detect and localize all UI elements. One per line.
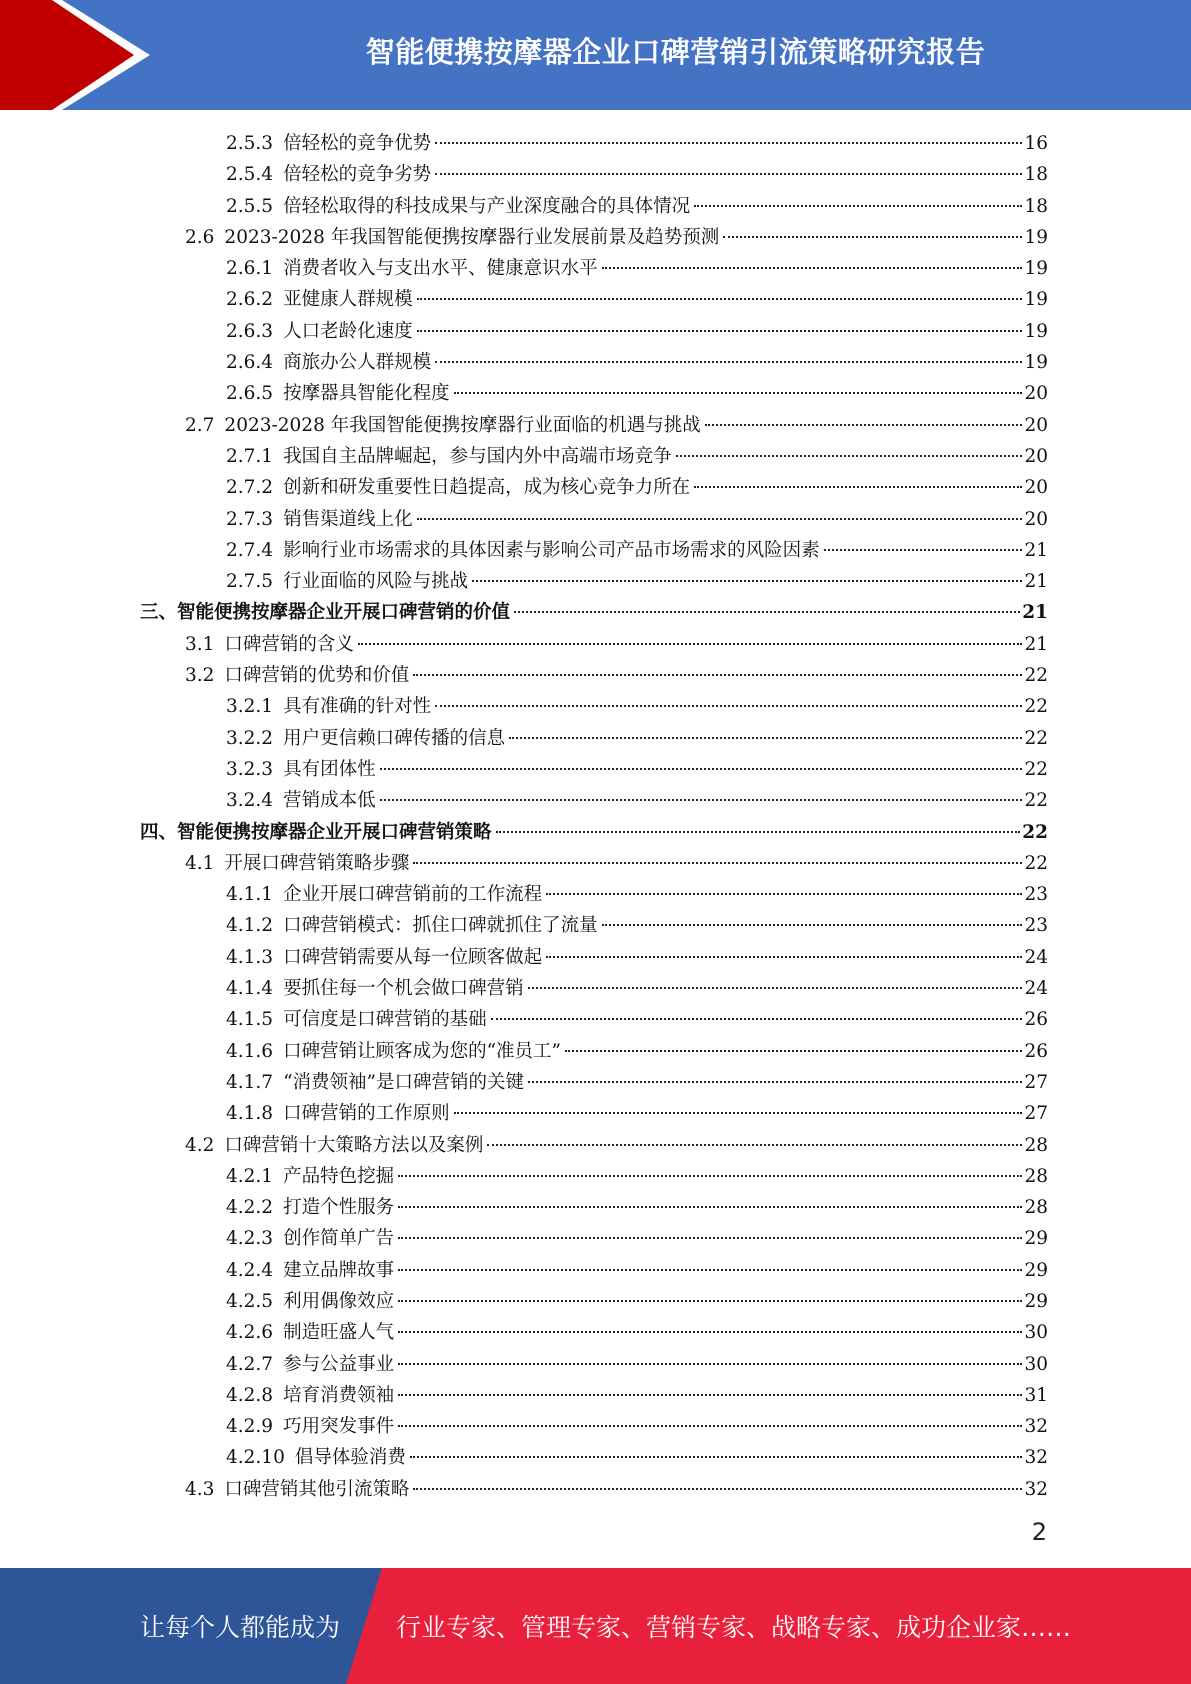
toc-dot-leader [546,956,1022,958]
toc-entry[interactable] [140,1286,1048,1317]
toc-entry[interactable] [140,1349,1048,1380]
toc-entry-number: 4.1.1 [226,884,274,906]
page-footer [0,1568,1191,1684]
toc-entry[interactable] [140,910,1048,941]
toc-entry-number: 2.7.2 [226,477,274,499]
toc-entry-page: 20 [1024,508,1048,530]
toc-entry-number: 4.1.4 [226,978,274,1000]
toc-entry-title: 倍轻松的竞争劣势 [283,164,432,186]
toc-dot-leader [565,1050,1022,1052]
toc-dot-leader [487,1144,1022,1146]
toc-entry-title: 按摩器具智能化程度 [283,383,450,405]
toc-dot-leader [435,142,1022,144]
toc-entry-number: 2.6.2 [226,289,274,311]
toc-entry-number: 2.7.1 [226,445,274,467]
toc-entry[interactable] [140,1004,1048,1035]
toc-dot-leader [528,1081,1022,1083]
toc-entry[interactable] [140,1130,1048,1161]
toc-entry-page: 27 [1024,1071,1048,1093]
toc-entry-number: 4.2.5 [226,1290,274,1312]
toc-entry-page: 29 [1024,1228,1048,1250]
toc-entry-title: 营销成本低 [283,790,376,812]
toc-entry-page: 22 [1024,852,1048,874]
toc-entry-page: 27 [1024,1103,1048,1125]
toc-entry-page: 19 [1024,258,1048,280]
toc-entry[interactable] [140,128,1048,159]
toc-entry-number: 2.6.1 [226,258,274,280]
toc-dot-leader [417,518,1023,520]
toc-entry[interactable] [140,1223,1048,1254]
toc-dot-leader [398,1237,1022,1239]
toc-entry[interactable] [140,472,1048,503]
toc-entry-title: 2023-2028 年我国智能便携按摩器行业发展前景及趋势预测 [224,226,720,248]
toc-entry-title: 口碑营销的含义 [224,633,354,655]
toc-dot-leader [496,831,1021,833]
toc-dot-leader [398,1331,1022,1333]
toc-entry[interactable] [140,191,1048,222]
toc-entry-number: 2.5.3 [226,133,274,154]
toc-entry-title: 我国自主品牌崛起，参与国内外中高端市场竞争 [283,445,672,467]
toc-entry-title: 商旅办公人群规模 [283,352,432,374]
toc-entry-page: 32 [1024,1478,1048,1500]
toc-dot-leader [723,236,1022,238]
toc-entry[interactable] [140,1255,1048,1286]
toc-entry-number: 四、 [140,821,178,843]
toc-entry-number: 4.1.7 [226,1071,274,1093]
toc-dot-leader [602,924,1023,926]
toc-entry-page: 32 [1024,1416,1048,1438]
toc-entry-number: 4.1.3 [226,946,274,968]
toc-entry[interactable] [140,378,1048,409]
toc-entry-page: 20 [1024,414,1048,436]
toc-entry-page: 20 [1024,445,1048,467]
toc-entry-title: 智能便携按摩器企业开展口碑营销的价值 [177,602,511,624]
toc-dot-leader [509,737,1022,739]
toc-entry[interactable] [140,504,1048,535]
toc-entry-title: 利用偶像效应 [283,1290,395,1312]
toc-entry-number: 4.3 [185,1478,215,1500]
toc-dot-leader [435,361,1022,363]
toc-entry-number: 3.2.4 [226,790,274,812]
toc-dot-leader [398,1300,1022,1302]
toc-entry[interactable] [140,723,1048,754]
toc-entry[interactable] [140,441,1048,472]
toc-dot-leader [491,1018,1023,1020]
toc-entry-title: 企业开展口碑营销前的工作流程 [283,884,543,906]
toc-entry-number: 3.2.1 [226,696,274,718]
toc-entry-title: 口碑营销其他引流策略 [224,1478,410,1500]
toc-entry-title: 具有准确的针对性 [283,696,432,718]
toc-dot-leader [413,862,1022,864]
toc-dot-leader [676,455,1023,457]
toc-dot-leader [694,486,1022,488]
toc-dot-leader [358,643,1023,645]
toc-dot-leader [398,1363,1022,1365]
toc-entry-number: 2.7.5 [226,571,274,593]
toc-entry-page: 19 [1024,289,1048,311]
toc-entry-page: 24 [1024,978,1048,1000]
toc-entry-page: 29 [1024,1290,1048,1312]
toc-entry-title: 口碑营销的工作原则 [283,1103,450,1125]
toc-entry-page: 28 [1024,1165,1048,1187]
footer-slogan-right: 行业专家、管理专家、营销专家、战略专家、成功企业家…… [396,1613,1072,1642]
toc-entry-page: 22 [1024,790,1048,812]
toc-entry-number: 2.6.5 [226,383,274,405]
toc-dot-leader [413,674,1022,676]
toc-entry-title: 2023-2028 年我国智能便携按摩器行业面临的机遇与挑战 [224,414,701,436]
toc-entry[interactable] [140,1098,1048,1129]
toc-entry[interactable] [140,629,1048,660]
toc-entry-number: 4.1.5 [226,1009,274,1031]
toc-entry[interactable] [140,660,1048,691]
toc-entry-number: 2.7.3 [226,508,274,530]
toc-entry[interactable] [140,1161,1048,1192]
toc-entry-title: 倍轻松的竞争优势 [283,133,432,154]
toc-entry-number: 4.1 [185,852,215,874]
toc-dot-leader [472,580,1022,582]
toc-entry-page: 30 [1024,1353,1048,1375]
toc-entry-title: 巧用突发事件 [283,1416,395,1438]
toc-entry-number: 2.6.3 [226,320,274,342]
toc-entry-title: 口碑营销模式：抓住口碑就抓住了流量 [283,915,598,937]
toc-entry-title: 可信度是口碑营销的基础 [283,1009,487,1031]
toc-dot-leader [546,893,1022,895]
toc-entry-title: 打造个性服务 [283,1197,395,1219]
toc-entry-title: 亚健康人群规模 [283,289,413,311]
footer-slogan-left: 让每个人都能成为 [140,1613,341,1642]
toc-entry[interactable] [140,691,1048,722]
page-number: 2 [1031,1518,1047,1546]
toc-entry-title: “消费领袖”是口碑营销的关键 [283,1071,524,1093]
toc-entry[interactable] [140,1380,1048,1411]
toc-entry-number: 4.1.2 [226,915,274,937]
toc-entry-title: 用户更信赖口碑传播的信息 [283,727,506,749]
toc-entry-page: 22 [1022,821,1048,843]
toc-dot-leader [380,799,1023,801]
toc-entry-title: 行业面临的风险与挑战 [283,571,469,593]
toc-dot-leader [413,1488,1022,1490]
toc-entry[interactable] [140,1192,1048,1223]
toc-dot-leader [602,267,1023,269]
header-arrow-icon [0,0,160,110]
toc-entry-page: 26 [1024,1009,1048,1031]
toc-dot-leader [454,1112,1023,1114]
toc-entry[interactable] [140,1067,1048,1098]
toc-entry-number: 4.2.7 [226,1353,274,1375]
toc-entry-page: 19 [1024,226,1048,248]
toc-entry-number: 2.5.5 [226,195,274,217]
toc-entry-number: 4.2.8 [226,1384,274,1406]
toc-entry-page: 18 [1024,164,1048,186]
toc-entry-number: 4.2 [185,1134,215,1156]
toc-entry[interactable] [140,535,1048,566]
toc-entry-title: 培育消费领袖 [283,1384,395,1406]
toc-entry-page: 22 [1024,665,1048,687]
toc-entry-page: 22 [1024,758,1048,780]
toc-entry[interactable] [140,848,1048,879]
toc-entry-page: 20 [1024,477,1048,499]
toc-entry-page: 30 [1024,1322,1048,1344]
toc-dot-leader [705,424,1023,426]
toc-entry[interactable] [140,1036,1048,1067]
toc-entry-title: 创新和研发重要性日趋提高，成为核心竞争力所在 [283,477,691,499]
toc-entry-title: 影响行业市场需求的具体因素与影响公司产品市场需求的风险因素 [283,539,820,561]
toc-entry-title: 销售渠道线上化 [283,508,413,530]
toc-entry-number: 4.2.3 [226,1228,274,1250]
toc-entry[interactable] [140,410,1048,441]
toc-entry-page: 31 [1024,1384,1048,1406]
toc-entry-number: 4.2.10 [226,1447,285,1469]
toc-entry-title: 倍轻松取得的科技成果与产业深度融合的具体情况 [283,195,691,217]
toc-entry-title: 口碑营销的优势和价值 [224,665,410,687]
toc-entry[interactable] [140,942,1048,973]
toc-entry-page: 29 [1024,1259,1048,1281]
toc-dot-leader [435,705,1022,707]
toc-entry-page: 22 [1024,727,1048,749]
toc-entry-page: 21 [1024,539,1048,561]
toc-entry-title: 消费者收入与支出水平、健康意识水平 [283,258,598,280]
toc-entry-title: 产品特色挖掘 [283,1165,395,1187]
toc-entry[interactable] [140,1442,1048,1473]
toc-entry-title: 智能便携按摩器企业开展口碑营销策略 [177,821,492,843]
toc-entry-number: 2.7.4 [226,539,274,561]
toc-entry-title: 要抓住每一个机会做口碑营销 [283,978,524,1000]
toc-entry-number: 3.2.2 [226,727,274,749]
toc-entry-title: 人口老龄化速度 [283,320,413,342]
toc-entry-page: 21 [1022,602,1048,624]
toc-entry-title: 制造旺盛人气 [283,1322,395,1344]
toc-entry-page: 20 [1024,383,1048,405]
toc-entry-title: 开展口碑营销策略步骤 [224,852,410,874]
toc-entry-page: 23 [1024,884,1048,906]
toc-entry-number: 2.7 [185,414,215,436]
toc-entry-number: 4.2.9 [226,1416,274,1438]
toc-entry-number: 3.1 [185,633,215,655]
toc-entry[interactable] [140,316,1048,347]
toc-entry[interactable] [140,754,1048,785]
toc-entry[interactable] [140,253,1048,284]
toc-entry-number: 3.2 [185,665,215,687]
toc-entry-number: 三、 [140,602,178,624]
toc-dot-leader [824,549,1023,551]
toc-entry-number: 4.1.6 [226,1040,274,1062]
toc-entry-title: 建立品牌故事 [283,1259,395,1281]
toc-entry-page: 26 [1024,1040,1048,1062]
toc-dot-leader [417,298,1023,300]
report-title: 智能便携按摩器企业口碑营销引流策略研究报告 [365,34,986,69]
toc-entry[interactable] [140,347,1048,378]
toc-dot-leader [398,1175,1022,1177]
toc-entry-page: 19 [1024,320,1048,342]
toc-entry-number: 4.1.8 [226,1103,274,1125]
toc-entry-number: 4.2.2 [226,1197,274,1219]
toc-entry-page: 24 [1024,946,1048,968]
toc-dot-leader [380,768,1023,770]
toc-entry-number: 2.5.4 [226,164,274,186]
toc-entry[interactable] [140,159,1048,190]
toc-entry-page: 28 [1024,1134,1048,1156]
toc-dot-leader [435,173,1022,175]
page-header [0,0,1191,110]
toc-entry-number: 4.2.4 [226,1259,274,1281]
toc-entry-page: 22 [1024,696,1048,718]
toc-entry-title: 创作简单广告 [283,1228,395,1250]
toc-entry-title: 参与公益事业 [283,1353,395,1375]
toc-dot-leader [398,1206,1022,1208]
toc-entry[interactable] [140,597,1048,628]
toc-entry-number: 4.2.6 [226,1322,274,1344]
toc-entry-page: 21 [1024,633,1048,655]
toc-entry-page: 21 [1024,571,1048,593]
toc-dot-leader [514,611,1020,613]
toc-entry[interactable] [140,973,1048,1004]
toc-entry[interactable] [140,1317,1048,1348]
toc-entry-number: 3.2.3 [226,758,274,780]
toc-entry-title: 口碑营销需要从每一位顾客做起 [283,946,543,968]
toc-entry-page: 32 [1024,1447,1048,1469]
toc-entry-page: 28 [1024,1197,1048,1219]
toc-dot-leader [398,1425,1022,1427]
toc-entry-title: 具有团体性 [283,758,376,780]
toc-entry[interactable] [140,1474,1048,1505]
toc-dot-leader [694,205,1022,207]
toc-entry-title: 倡导体验消费 [294,1447,406,1469]
toc-dot-leader [410,1456,1023,1458]
toc-entry-number: 2.6 [185,226,215,248]
toc-dot-leader [454,392,1023,394]
toc-entry-number: 2.6.4 [226,352,274,374]
toc-entry[interactable] [140,879,1048,910]
toc-dot-leader [398,1394,1022,1396]
toc-entry-page: 23 [1024,915,1048,937]
toc-entry[interactable] [140,222,1048,253]
toc-dot-leader [528,987,1023,989]
toc-entry[interactable] [140,284,1048,315]
toc-entry[interactable] [140,1411,1048,1442]
toc-dot-leader [417,330,1023,332]
toc-entry[interactable] [140,785,1048,816]
toc-dot-leader [398,1269,1022,1271]
toc-entry-number: 4.2.1 [226,1165,274,1187]
toc-entry-title: 口碑营销十大策略方法以及案例 [224,1134,484,1156]
toc-entry[interactable] [140,817,1048,848]
toc-entry-page: 16 [1024,133,1048,154]
toc-entry-title: 口碑营销让顾客成为您的“准员工” [283,1040,561,1062]
toc-entry[interactable] [140,566,1048,597]
toc-entry-page: 19 [1024,352,1048,374]
table-of-contents [140,128,1048,1505]
toc-entry-page: 18 [1024,195,1048,217]
